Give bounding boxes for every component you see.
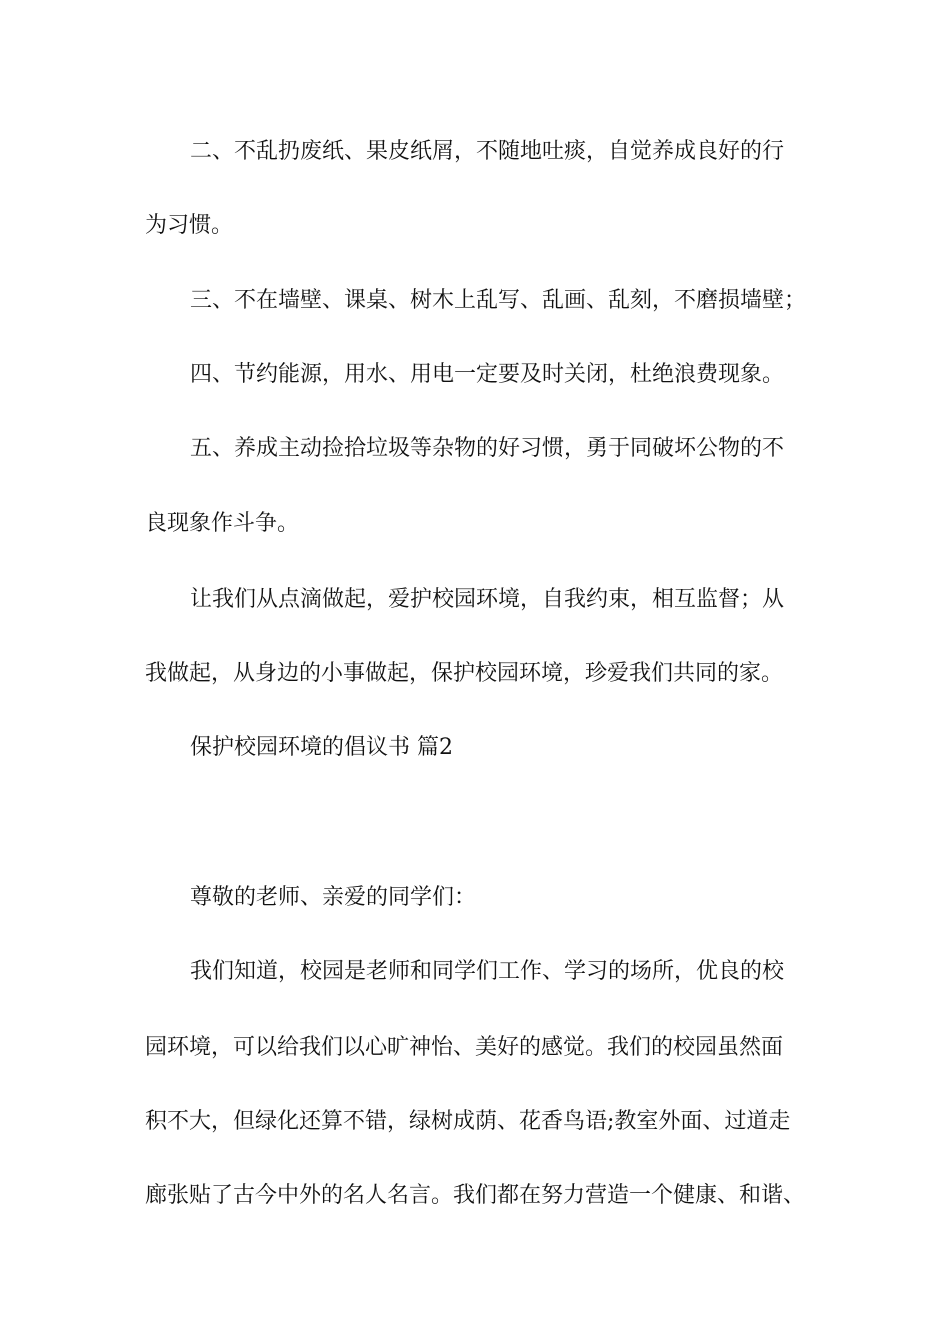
paragraph-line: 五、养成主动捡拾垃圾等杂物的好习惯，勇于同破坏公物的不 [190,436,785,461]
paragraph-line: 良现象作斗争。 [145,511,300,536]
paragraph-line: 为习惯。 [145,213,234,238]
paragraph-line: 廊张贴了古今中外的名人名言。我们都在努力营造一个健康、和谐、 [145,1183,806,1208]
paragraph-line: 二、不乱扔废纸、果皮纸屑，不随地吐痰，自觉养成良好的行 [190,139,785,164]
paragraph-line: 积不大，但绿化还算不错，绿树成荫、花香鸟语;教室外面、过道走 [145,1109,791,1134]
paragraph-line: 园环境，可以给我们以心旷神怡、美好的感觉。我们的校园虽然面 [145,1035,784,1060]
paragraph-line: 四、节约能源，用水、用电一定要及时关闭，杜绝浪费现象。 [190,362,785,387]
section-heading: 保护校园环境的倡议书 篇2 [190,735,453,760]
paragraph-line: 我们知道，校园是老师和同学们工作、学习的场所，优良的校 [190,959,785,984]
paragraph-line: 让我们从点滴做起，爱护校园环境，自我约束，相互监督；从 [190,587,785,612]
paragraph-line: 我做起，从身边的小事做起，保护校园环境，珍爱我们共同的家。 [145,661,784,686]
paragraph-line: 三、不在墙壁、课桌、树木上乱写、乱画、乱刻，不磨损墙壁； [190,288,807,313]
salutation: 尊敬的老师、亲爱的同学们： [190,885,477,910]
